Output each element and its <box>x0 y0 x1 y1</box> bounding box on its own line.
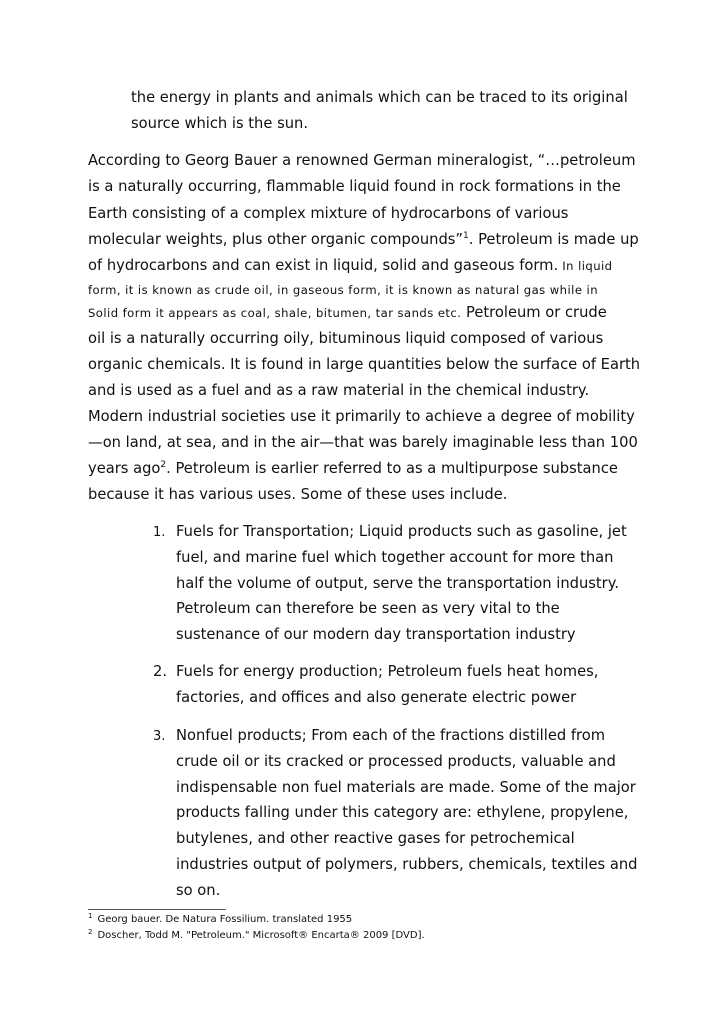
paragraph-line <box>88 460 618 480</box>
list-item-line: sustenance of our modern day transportation industry <box>176 626 576 643</box>
paragraph-text: . Petroleum is earlier referred to as a multipurpose substance <box>166 460 618 477</box>
paragraph-text: of hydrocarbons and can exist in liquid, solid and gaseous form. <box>88 257 559 274</box>
paragraph-line <box>88 231 639 251</box>
paragraph-line <box>88 304 607 322</box>
list-item-line: Fuels for Transportation; Liquid products such as gasoline, jet <box>176 523 627 540</box>
list-number: 1. <box>153 525 166 540</box>
footnote-ref: 1 <box>463 231 469 241</box>
list-item-line: industries output of polymers, rubbers, chemicals, textiles and <box>176 856 638 873</box>
list-item-line: Nonfuel products; From each of the fractions distilled from <box>176 727 606 744</box>
paragraph-line: According to Georg Bauer a renowned German mineralogist, “…petroleum <box>88 152 636 169</box>
list-item-line: butylenes, and other reactive gases for petrochemical <box>176 830 575 847</box>
paragraph-text: molecular weights, plus other organic compounds” <box>88 231 464 248</box>
list-item-line: half the volume of output, serve the transportation industry. <box>176 575 619 592</box>
paragraph-line: —on land, at sea, and in the air—that was barely imaginable less than 100 <box>88 434 638 451</box>
list-item-line: indispensable non fuel materials are made. Some of the major <box>176 779 636 796</box>
list-item-line: Petroleum can therefore be seen as very vital to the <box>176 600 560 617</box>
paragraph-line: is a naturally occurring, flammable liquid found in rock formations in the <box>88 178 621 195</box>
list-item-line: fuel, and marine fuel which together account for more than <box>176 549 614 566</box>
paragraph-text: . Petroleum is made up <box>468 231 639 248</box>
list-item-line: so on. <box>176 882 221 899</box>
paragraph-line: and is used as a fuel and as a raw material in the chemical industry. <box>88 382 590 399</box>
list-item-line: factories, and offices and also generate electric power <box>176 689 577 706</box>
footnote <box>88 930 425 942</box>
paragraph-text-small: Solid form it appears as coal, shale, bitumen, tar sands etc. <box>88 306 462 320</box>
paragraph-line: because it has various uses. Some of these uses include. <box>88 486 508 503</box>
paragraph-line <box>88 257 613 275</box>
paragraph-line: Earth consisting of a complex mixture of hydrocarbons of various <box>88 205 569 222</box>
paragraph-line: oil is a naturally occurring oily, bituminous liquid composed of various <box>88 330 604 347</box>
paragraph-line: Modern industrial societies use it primarily to achieve a degree of mobility <box>88 408 635 425</box>
footnote-separator <box>88 909 226 910</box>
list-item-line: Fuels for energy production; Petroleum fuels heat homes, <box>176 663 599 680</box>
intro-line: the energy in plants and animals which can be traced to its original <box>131 89 628 106</box>
footnote <box>88 914 352 926</box>
paragraph-text: years ago <box>88 460 161 477</box>
footnote-mark: 2 <box>88 928 93 936</box>
paragraph-text: Petroleum or crude <box>461 304 607 321</box>
paragraph-line-small: form, it is known as crude oil, in gaseous form, it is known as natural gas while in <box>88 283 599 297</box>
list-item-line: products falling under this category are: ethylene, propylene, <box>176 804 629 821</box>
footnote-mark: 1 <box>88 912 93 920</box>
paragraph-text-small: In liquid <box>558 259 613 273</box>
intro-line: source which is the sun. <box>131 115 309 132</box>
list-item-line: crude oil or its cracked or processed products, valuable and <box>176 753 616 770</box>
list-number: 2. <box>153 663 168 680</box>
footnote-ref: 2 <box>160 460 167 470</box>
list-number: 3. <box>153 729 166 744</box>
footnote-text: Georg bauer. De Natura Fossilium. translated 1955 <box>97 914 353 925</box>
footnote-text: Doscher, Todd M. "Petroleum." Microsoft® Encarta® 2009 [DVD]. <box>97 930 425 941</box>
paragraph-line: organic chemicals. It is found in large quantities below the surface of Earth <box>88 356 641 373</box>
